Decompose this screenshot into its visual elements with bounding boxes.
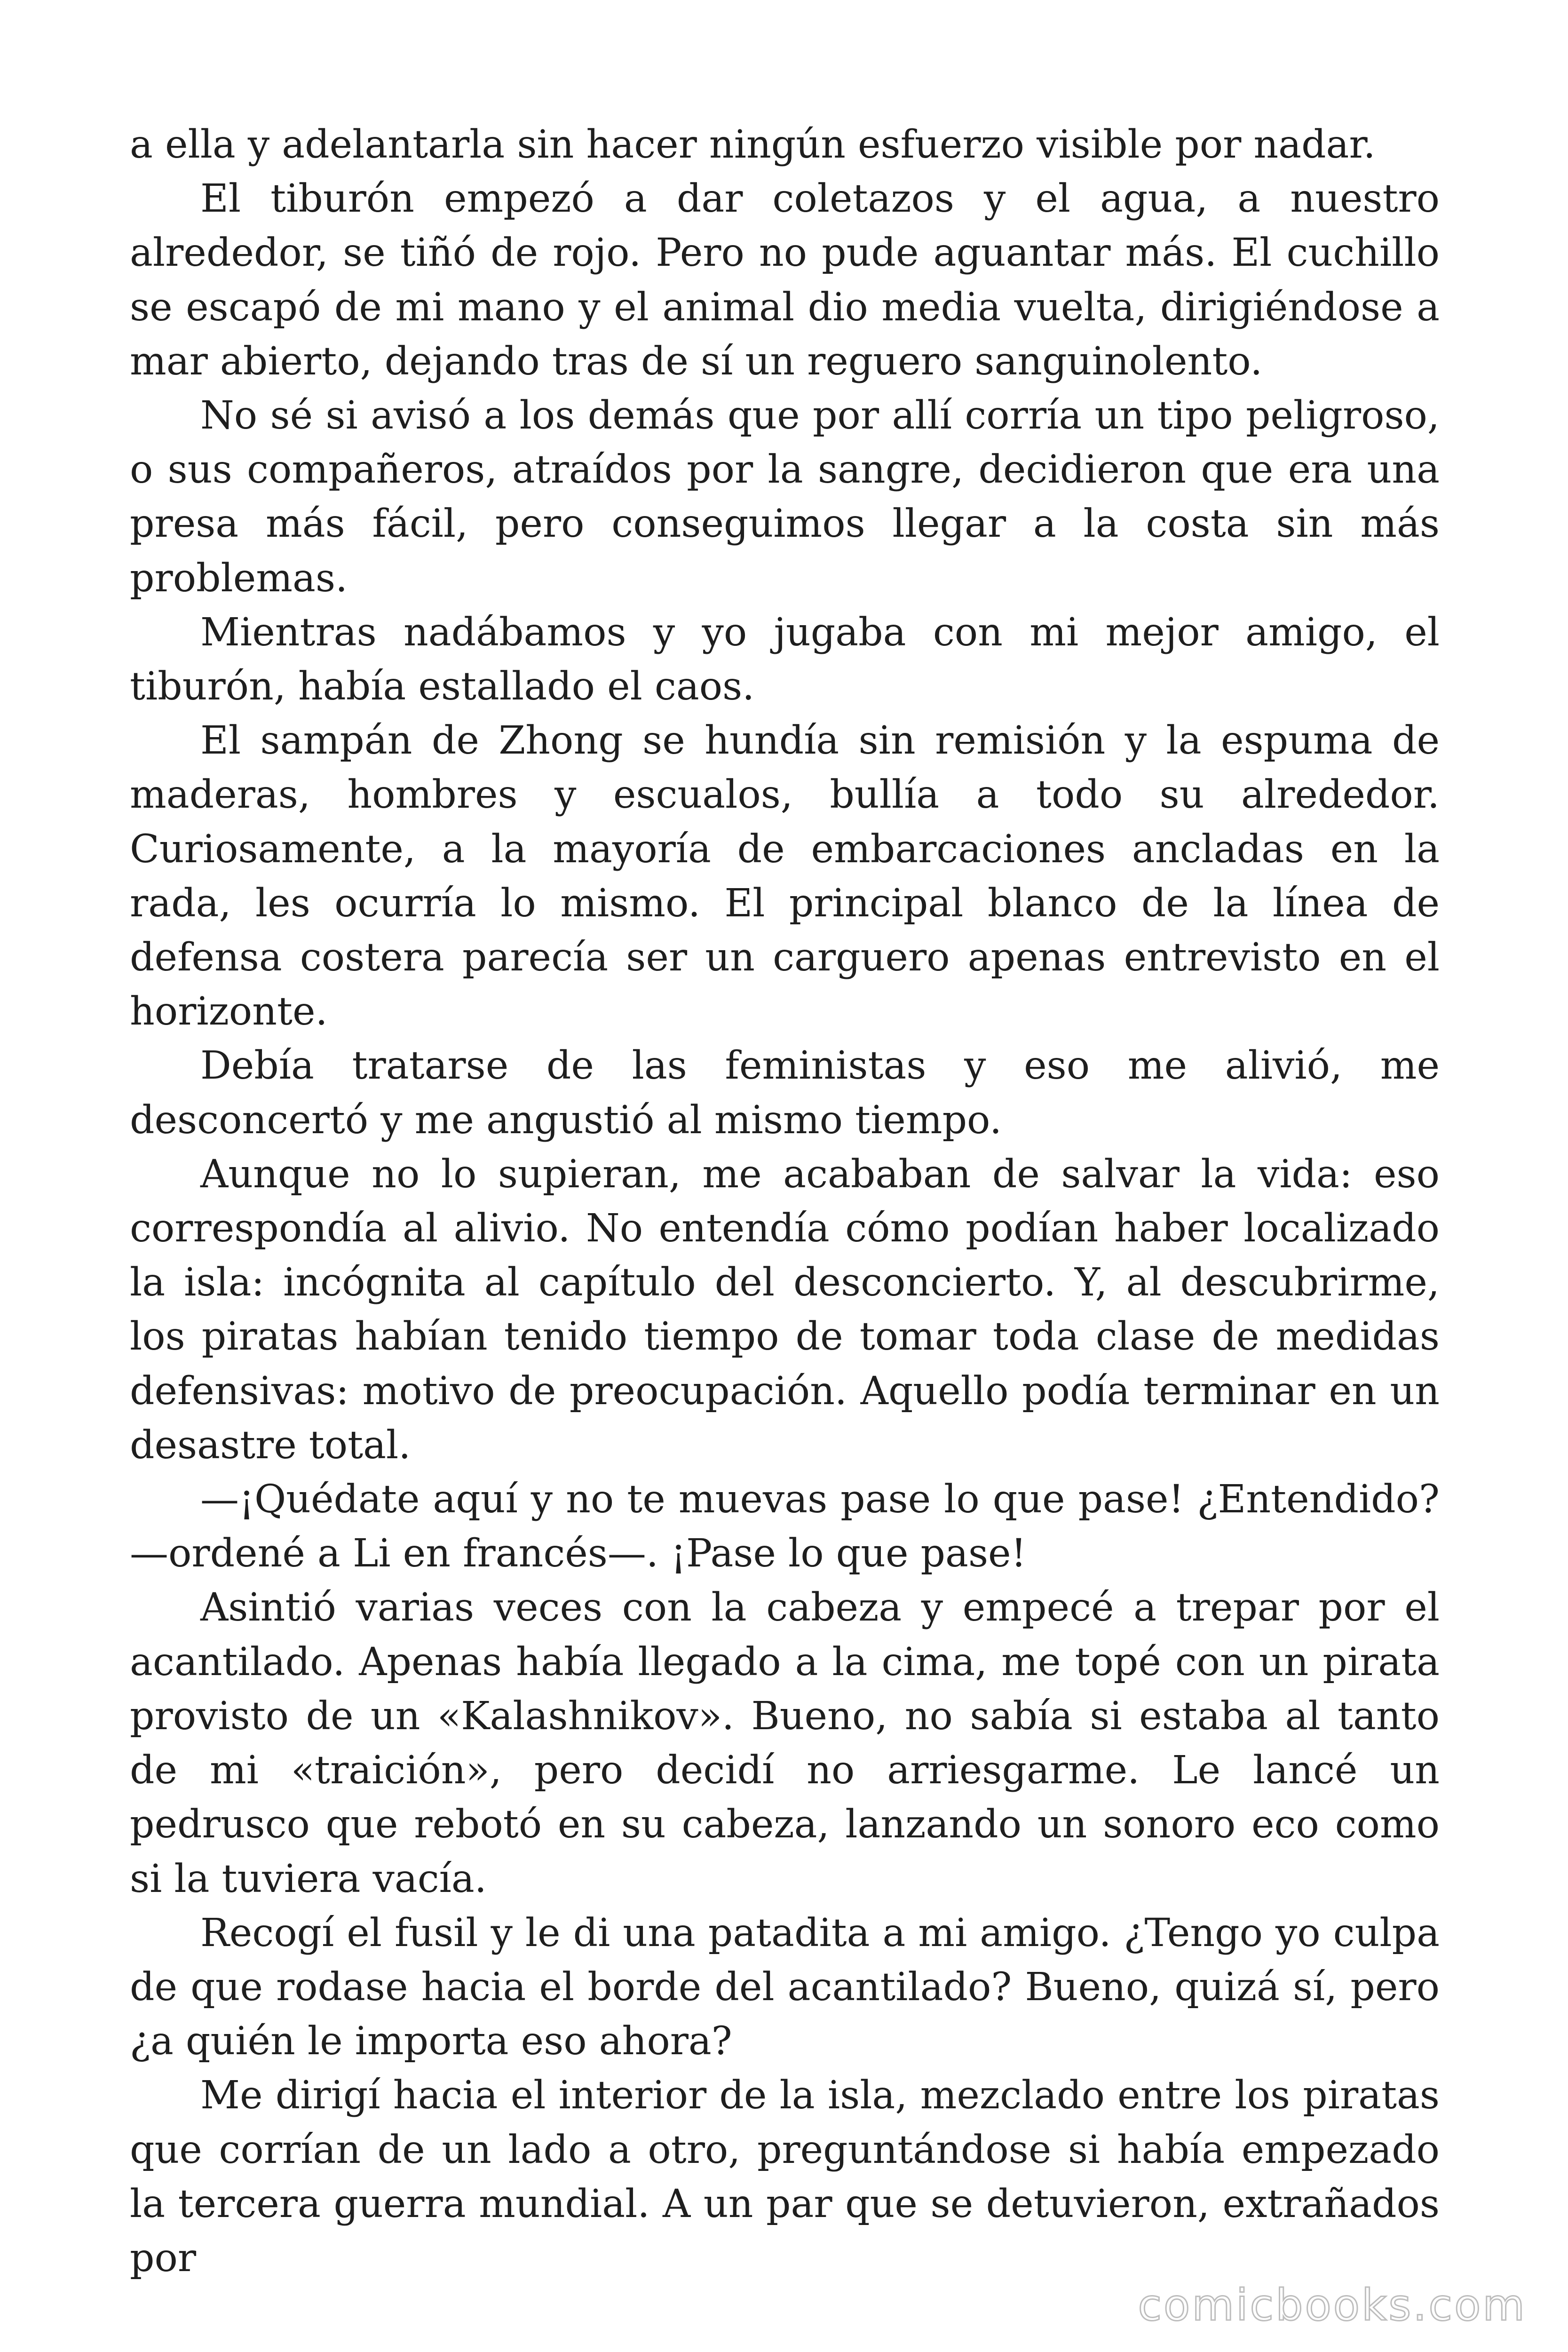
paragraph: Asintió varias veces con la cabeza y empecé a trepar por el acantilado. Apenas había llegado a la cima, me topé con un pirata provisto de un «Kalashnikov». Bueno, no sabía si estaba al tanto de mi «traición», pero decidí no arriesgarme. Le lancé un pedrusco que rebotó en su cabeza, lanzando un sonoro eco como si la tuviera vacía. [130, 1585, 1440, 1901]
paragraph: No sé si avisó a los demás que por allí corría un tipo peligroso, o sus compañeros, atraídos por la sangre, decidieron que era una presa más fácil, pero conseguimos llegar a la costa sin más problemas. [130, 393, 1440, 601]
paragraph: —¡Quédate aquí y no te muevas pase lo que pase! ¿Entendido? —ordené a Li en francés—. ¡Pase lo que pase! [130, 1477, 1440, 1576]
paragraph: a ella y adelantarla sin hacer ningún esfuerzo visible por nadar. [130, 122, 1376, 167]
paragraph: Me dirigí hacia el interior de la isla, mezclado entre los piratas que corrían de un lado a otro, preguntándose si había empezado la tercera guerra mundial. A un par que se detuvieron, extrañados por [130, 2073, 1440, 2280]
watermark: comicbooks.com [1138, 2280, 1527, 2330]
paragraph: El sampán de Zhong se hundía sin remisión y la espuma de maderas, hombres y escualos, bullía a todo su alrededor. Curiosamente, a la mayoría de embarcaciones ancladas en la rada, les ocurría lo mismo. El principal blanco de la línea de defensa costera parecía ser un carguero apenas entrevisto en el horizonte. [130, 718, 1440, 1034]
paragraph: Mientras nadábamos y yo jugaba con mi mejor amigo, el tiburón, había estallado el caos. [130, 610, 1440, 709]
paragraph: Aunque no lo supieran, me acababan de salvar la vida: eso correspondía al alivio. No entendía cómo podían haber localizado la isla: incógnita al capítulo del desconcierto. Y, al descubrirme, los piratas habían tenido tiempo de tomar toda clase de medidas defensivas: motivo de preocupación. Aquello podía terminar en un desastre total. [130, 1152, 1440, 1468]
paragraph: Debía tratarse de las feministas y eso me alivió, me desconcertó y me angustió al mismo tiempo. [130, 1043, 1440, 1143]
page-body [130, 118, 1440, 2285]
paragraph: Recogí el fusil y le di una patadita a mi amigo. ¿Tengo yo culpa de que rodase hacia el borde del acantilado? Bueno, quizá sí, pero ¿a quién le importa eso ahora? [130, 1910, 1440, 2064]
paragraph: El tiburón empezó a dar coletazos y el agua, a nuestro alrededor, se tiñó de rojo. Pero no pude aguantar más. El cuchillo se escapó de mi mano y el animal dio media vuelta, dirigiéndose a mar abierto, dejando tras de sí un reguero sanguinolento. [130, 176, 1440, 384]
